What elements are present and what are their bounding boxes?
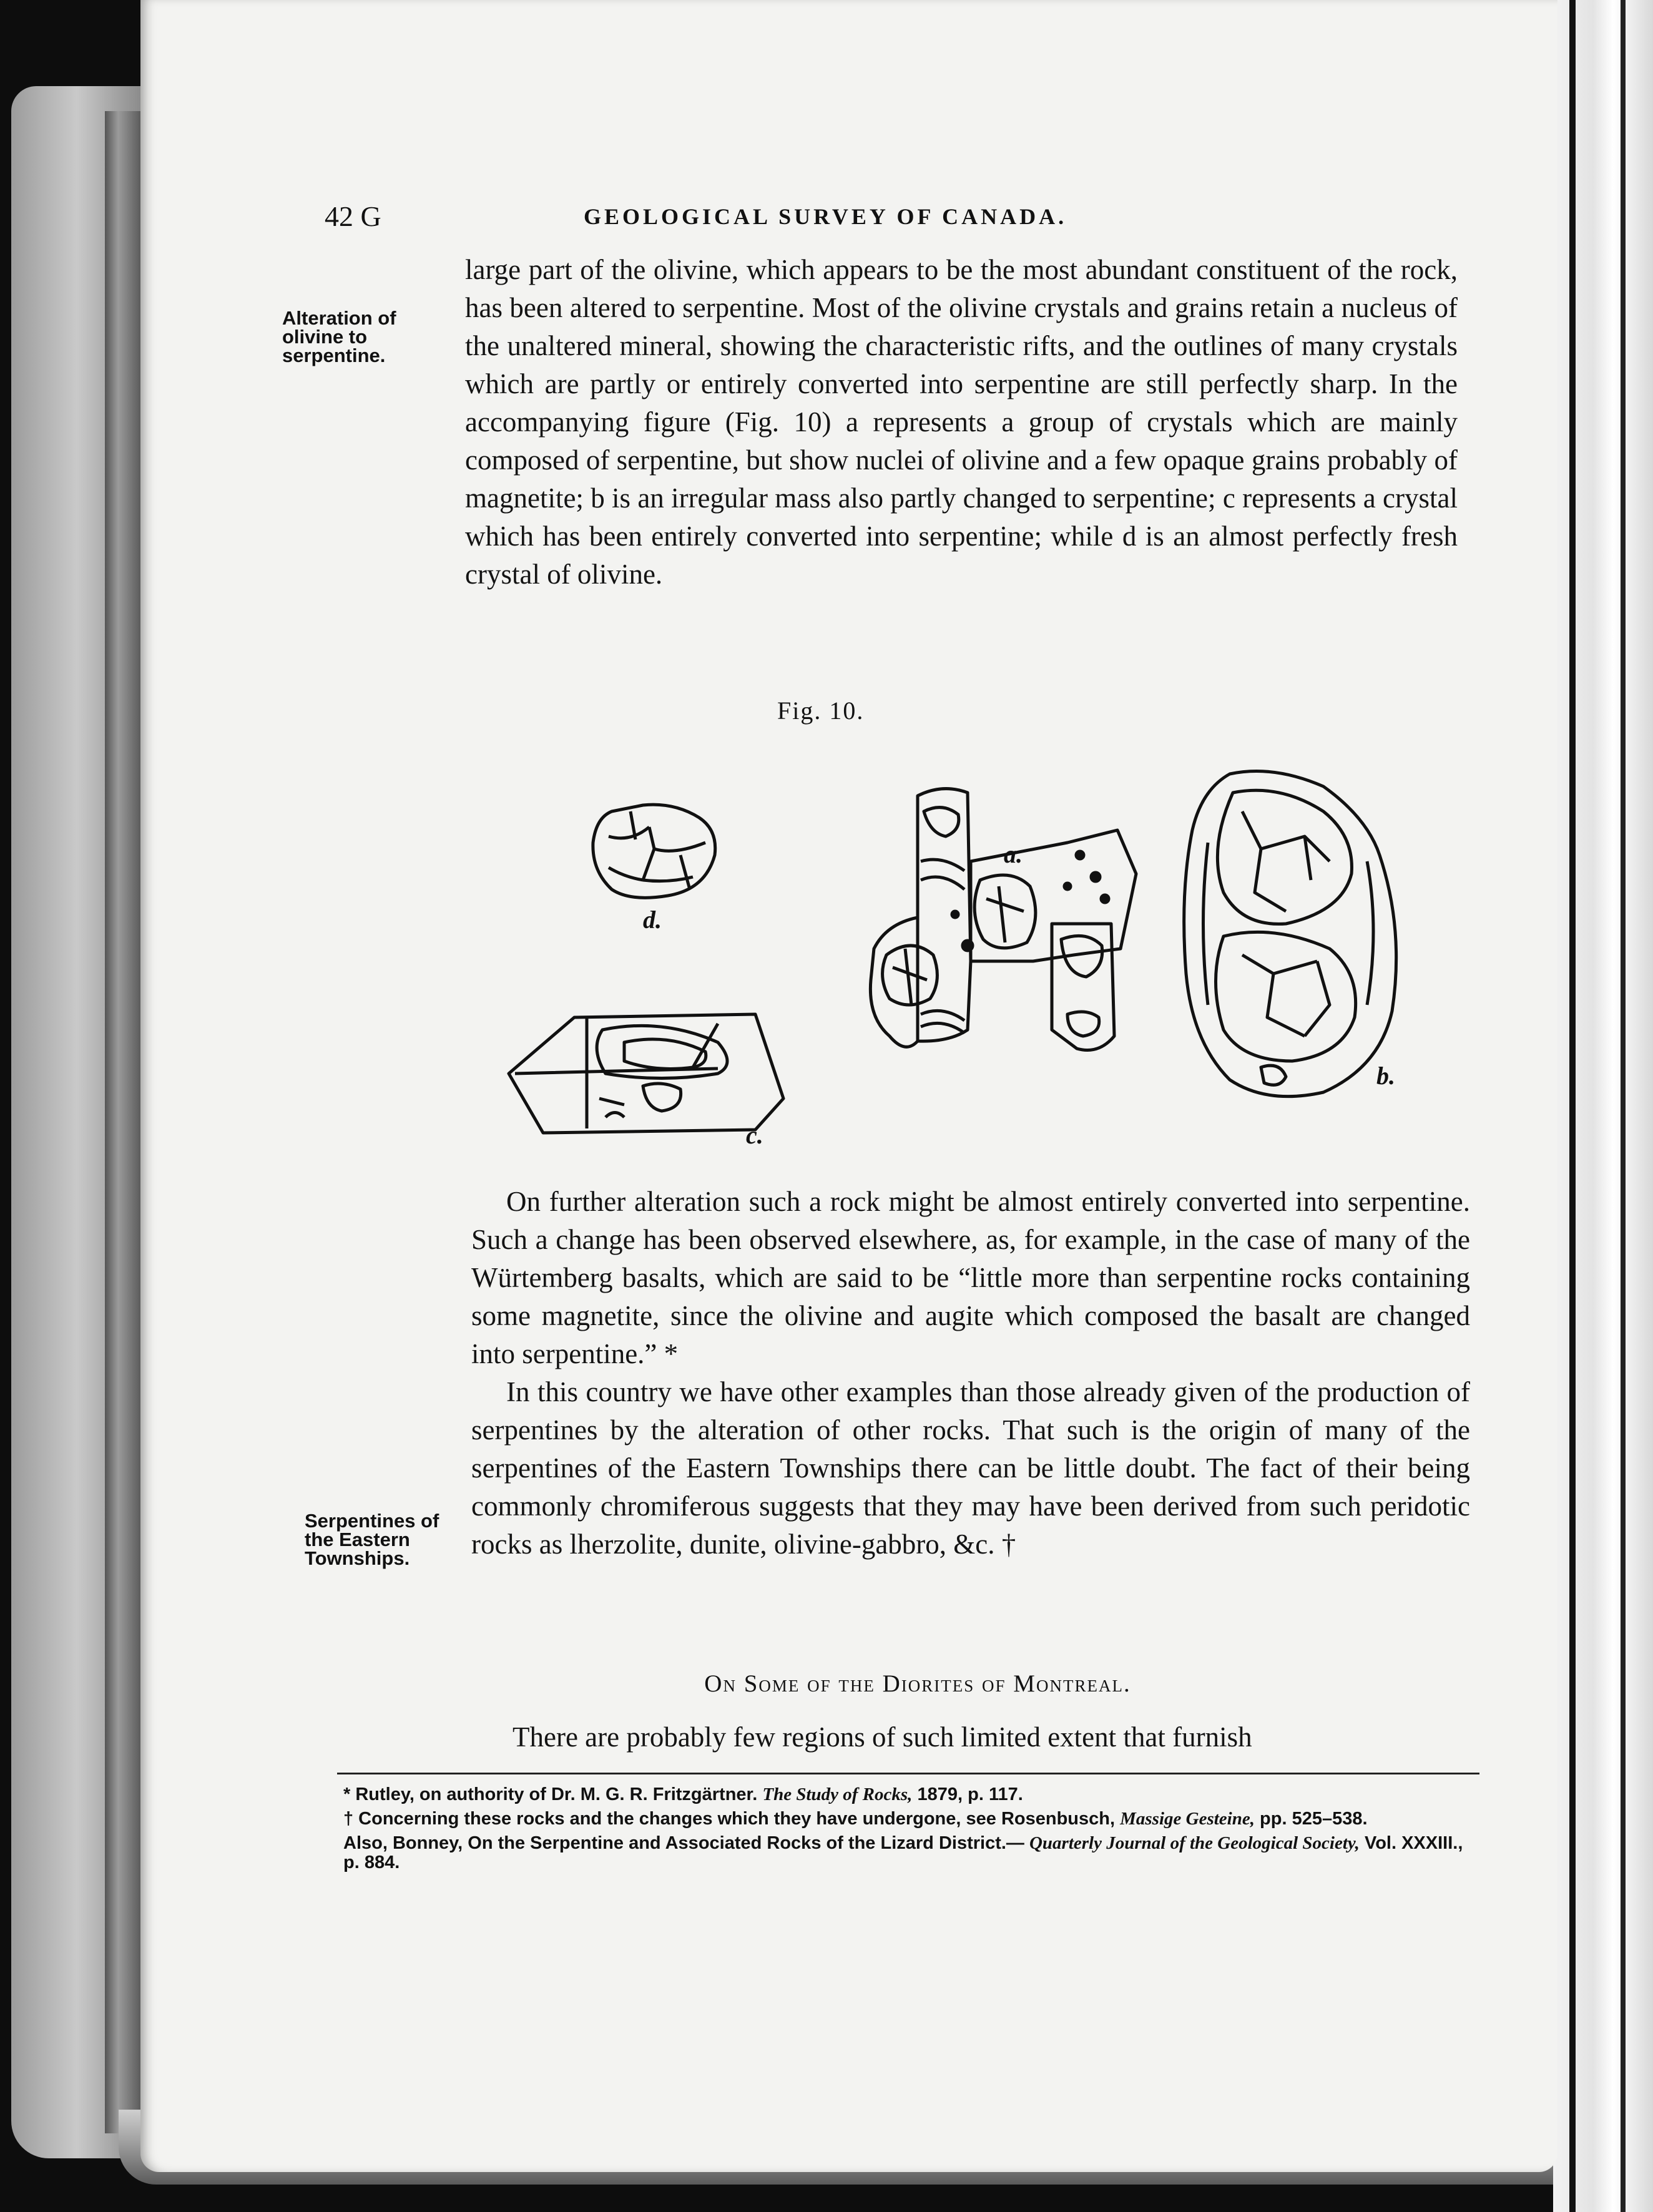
- figure-label-a: a.: [1004, 840, 1023, 868]
- footnote-1-text: * Rutley, on authority of Dr. M. G. R. Fritzgärtner.: [343, 1784, 758, 1804]
- figure-label-b: b.: [1376, 1062, 1395, 1090]
- footnote-3-journal: Quarterly Journal of the Geological Society,: [1029, 1833, 1360, 1853]
- paragraph-3-text: In this country we have other examples than those already given of the production of serpentines by the alteration of other rocks. That such is the origin of many of the serpentines of the Eastern Townships there can be little doubt. The fact of their being commonly chromiferous suggests that they may have been derived from such peridotic rocks as lherzolite, dunite, olivine-gabbro, &c. †: [471, 1376, 1470, 1560]
- section-heading-diorites: On Some of the Diorites of Montreal.: [704, 1670, 1131, 1697]
- figure-label-c: c.: [746, 1121, 763, 1149]
- crystal-c-drawing: [509, 1014, 783, 1133]
- footnote-2-title: Massige Gesteine,: [1120, 1809, 1255, 1829]
- footnote-3-end: Vol. XXXIII., p. 884.: [343, 1833, 1463, 1872]
- footnote-3-text: Also, Bonney, On the Serpentine and Associated Rocks of the Lizard District.—: [343, 1833, 1024, 1853]
- footnote-3: [343, 1834, 1479, 1872]
- sidenote-alteration: Alteration of olivine to serpentine.: [282, 307, 396, 366]
- footnote-1-end: 1879, p. 117.: [917, 1784, 1023, 1804]
- footnote-rule: [337, 1773, 1479, 1774]
- crystal-group-a-drawing: [870, 789, 1136, 1050]
- paragraph-4-text: There are probably few regions of such limited extent that furnish: [513, 1721, 1252, 1753]
- paragraph-olivine-alteration: [465, 251, 1458, 594]
- footnote-2-text: † Concerning these rocks and the changes which they have undergone, see Rosenbusch,: [343, 1809, 1116, 1829]
- sidenote-serpentines: Serpentines of the Eastern Townships.: [305, 1510, 439, 1569]
- mass-b-drawing: [1184, 771, 1396, 1097]
- footnote-1: [343, 1785, 1479, 1804]
- footnote-2-end: pp. 525–538.: [1260, 1809, 1368, 1829]
- figure-caption: Fig. 10.: [777, 697, 865, 725]
- paragraph-diorites-start: [478, 1718, 1476, 1756]
- figure-10-olivine-crystals: [368, 768, 1442, 1192]
- footnote-1-title: The Study of Rocks,: [762, 1784, 913, 1804]
- page-header: [325, 200, 1230, 231]
- footnote-2: [343, 1809, 1479, 1829]
- page-number: 42 G: [325, 200, 381, 232]
- figure-label-d: d.: [643, 906, 662, 934]
- facing-page-edge: [1553, 0, 1653, 2212]
- paragraph-further-alteration: [471, 1183, 1470, 1564]
- footnotes: [343, 1785, 1479, 1877]
- crystal-d-drawing: [593, 805, 715, 898]
- paragraph-1-text: large part of the olivine, which appears to be the most abundant constituent of the rock, has been altered to serpentine. Most of the olivine crystals and grains retain a nucleus of the unaltered mineral, showing the characteristic rifts, and the outlines of many crystals which are partly or entirely converted into serpentine are still perfectly sharp. In the accompanying figure (Fig. 10) a represents a group of crystals which are mainly composed of serpentine, but show nuclei of olivine and a few opaque grains probably of magnetite; b is an irregular mass also partly changed to serpentine; c represents a crystal which has been entirely converted into serpentine; while d is an almost perfectly fresh crystal of olivine.: [465, 254, 1458, 590]
- paragraph-2-text: On further alteration such a rock might be almost entirely converted into serpentine. Such a change has been observed elsewhere, as, for example, in the case of many of the Würtemberg basalts, which are said to be “little more than serpentine rocks containing some magnetite, since the olivine and augite which composed the basalt are changed into serpentine.” *: [471, 1186, 1470, 1369]
- running-title: GEOLOGICAL SURVEY OF CANADA.: [584, 204, 1067, 229]
